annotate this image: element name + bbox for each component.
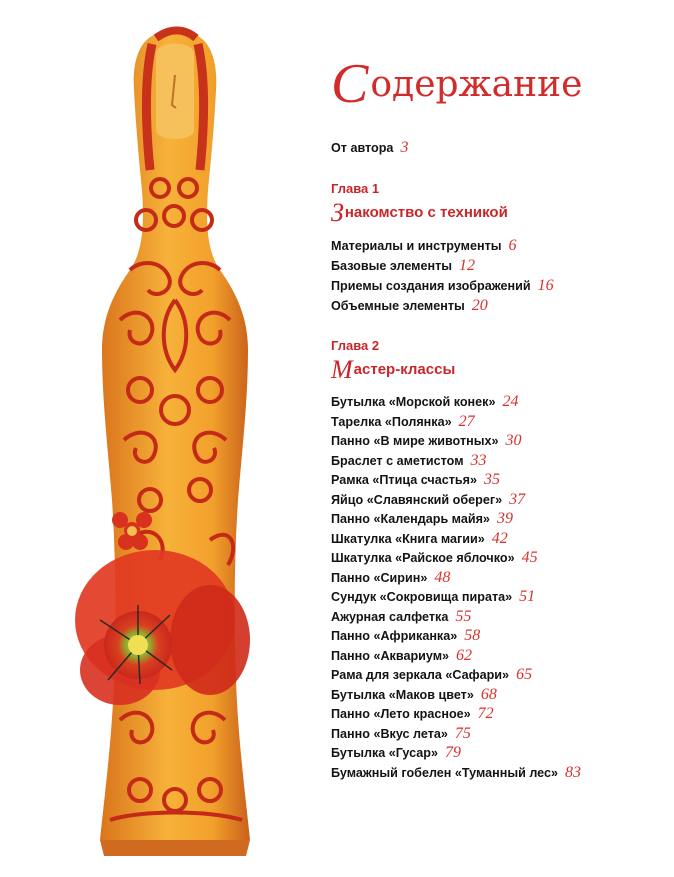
chapter-1-title[interactable]	[331, 198, 508, 228]
toc-entry-page: 55	[455, 607, 472, 625]
toc-entry[interactable]	[331, 453, 487, 469]
chapter-1-label: Глава 1	[331, 181, 380, 196]
toc-entry-page: 6	[508, 237, 517, 254]
toc-entry[interactable]	[331, 492, 525, 508]
toc-entry-page: 45	[521, 549, 538, 566]
toc-entry[interactable]	[331, 298, 488, 314]
toc-entry-page: 79	[445, 744, 461, 761]
toc-entry[interactable]	[331, 531, 508, 547]
toc-entry-intro[interactable]	[331, 140, 408, 156]
toc-entry-label: Панно «Сирин»	[331, 570, 428, 585]
toc-entry-label: От автора	[331, 141, 394, 155]
toc-entry-page: 68	[480, 685, 497, 703]
toc-entry-page: 16	[537, 277, 554, 294]
toc-entry-page: 58	[464, 627, 481, 644]
toc-entry-label: Сундук «Сокровища пирата»	[331, 590, 513, 604]
toc-entry-label: Объемные элементы	[331, 299, 465, 313]
toc-entry-label: Материалы и инструменты	[331, 239, 502, 253]
toc-entry[interactable]	[331, 589, 535, 605]
toc-entry-page: 62	[456, 646, 473, 664]
page-title	[331, 53, 583, 115]
toc-entry-label: Бутылка «Морской конек»	[331, 395, 496, 409]
toc-entry-label: Ажурная салфетка	[331, 609, 449, 624]
toc-entry-label: Яйцо «Славянский оберег»	[331, 492, 503, 507]
quilled-bottle-figure	[60, 20, 290, 860]
toc-entry[interactable]	[331, 278, 554, 294]
toc-entry[interactable]	[331, 745, 461, 761]
toc-entry[interactable]	[331, 648, 472, 664]
toc-entry[interactable]	[331, 609, 471, 625]
toc-entry[interactable]	[331, 394, 518, 410]
toc-entry-label: Базовые элементы	[331, 259, 453, 273]
toc-entry-page: 37	[509, 490, 526, 508]
toc-entry-label: Панно «Календарь майя»	[331, 512, 490, 526]
toc-entry-page: 75	[454, 724, 471, 742]
toc-entry-page: 35	[483, 471, 500, 488]
toc-entry[interactable]	[331, 472, 500, 488]
title-initial: С	[331, 53, 369, 115]
toc-entry-page: 3	[400, 139, 409, 156]
toc-entry-page: 33	[470, 451, 487, 469]
toc-entry-page: 65	[516, 666, 533, 683]
toc-entry[interactable]	[331, 550, 538, 566]
toc-entry[interactable]	[331, 238, 517, 254]
chapter-2-label: Глава 2	[331, 338, 380, 353]
toc-entry[interactable]	[331, 667, 532, 683]
title-rest: одержание	[370, 64, 583, 105]
toc-entry-page: 39	[496, 510, 513, 527]
toc-entry[interactable]	[331, 765, 581, 781]
toc-entry-page: 12	[459, 257, 476, 274]
toc-entry[interactable]	[331, 511, 513, 527]
toc-entry-page: 24	[502, 393, 519, 410]
toc-entry-label: Приемы создания изображений	[331, 279, 531, 293]
chapter-title-initial: З	[331, 198, 344, 227]
toc-entry-label: Панно «Аквариум»	[331, 648, 450, 663]
toc-entry-label: Панно «Вкус лета»	[331, 726, 448, 741]
toc-entry-label: Шкатулка «Райское яблочко»	[331, 551, 515, 565]
bottle-illustration	[60, 20, 290, 860]
toc-entry-label: Бутылка «Гусар»	[331, 746, 438, 760]
toc-entry-page: 48	[434, 568, 451, 586]
chapter-title-rest: астер-классы	[353, 361, 456, 378]
toc-entry[interactable]	[331, 433, 521, 449]
chapter-title-initial: М	[331, 355, 353, 384]
toc-entry-label: Рама для зеркала «Сафари»	[331, 668, 510, 682]
toc-entry-label: Панно «Африканка»	[331, 629, 458, 643]
toc-entry[interactable]	[331, 706, 494, 722]
toc-entry-label: Шкатулка «Книга магии»	[331, 531, 485, 546]
toc-entry[interactable]	[331, 726, 471, 742]
chapter-2-title[interactable]	[331, 355, 455, 385]
toc-entry-label: Панно «В мире животных»	[331, 434, 499, 448]
toc-entry[interactable]	[331, 414, 475, 430]
toc-entry-label: Бутылка «Маков цвет»	[331, 687, 474, 702]
toc-entry[interactable]	[331, 628, 480, 644]
toc-entry-page: 30	[505, 432, 522, 449]
toc-entry-label: Рамка «Птица счастья»	[331, 473, 477, 487]
toc-entry-label: Браслет с аметистом	[331, 453, 464, 468]
toc-entry-label: Бумажный гобелен «Туманный лес»	[331, 765, 559, 780]
toc-entry[interactable]	[331, 687, 497, 703]
toc-entry-page: 72	[477, 705, 494, 722]
toc-entry-page: 27	[458, 412, 475, 430]
toc-entry-page: 42	[491, 529, 508, 547]
toc-entry-label: Тарелка «Полянка»	[331, 414, 452, 429]
toc-entry[interactable]	[331, 570, 450, 586]
toc-entry-page: 51	[519, 588, 536, 605]
chapter-title-rest: накомство с техникой	[344, 204, 508, 221]
toc-entry-label: Панно «Лето красное»	[331, 707, 471, 721]
toc-entry-page: 20	[471, 297, 488, 314]
toc-entry-page: 83	[565, 763, 582, 781]
toc-entry[interactable]	[331, 258, 475, 274]
